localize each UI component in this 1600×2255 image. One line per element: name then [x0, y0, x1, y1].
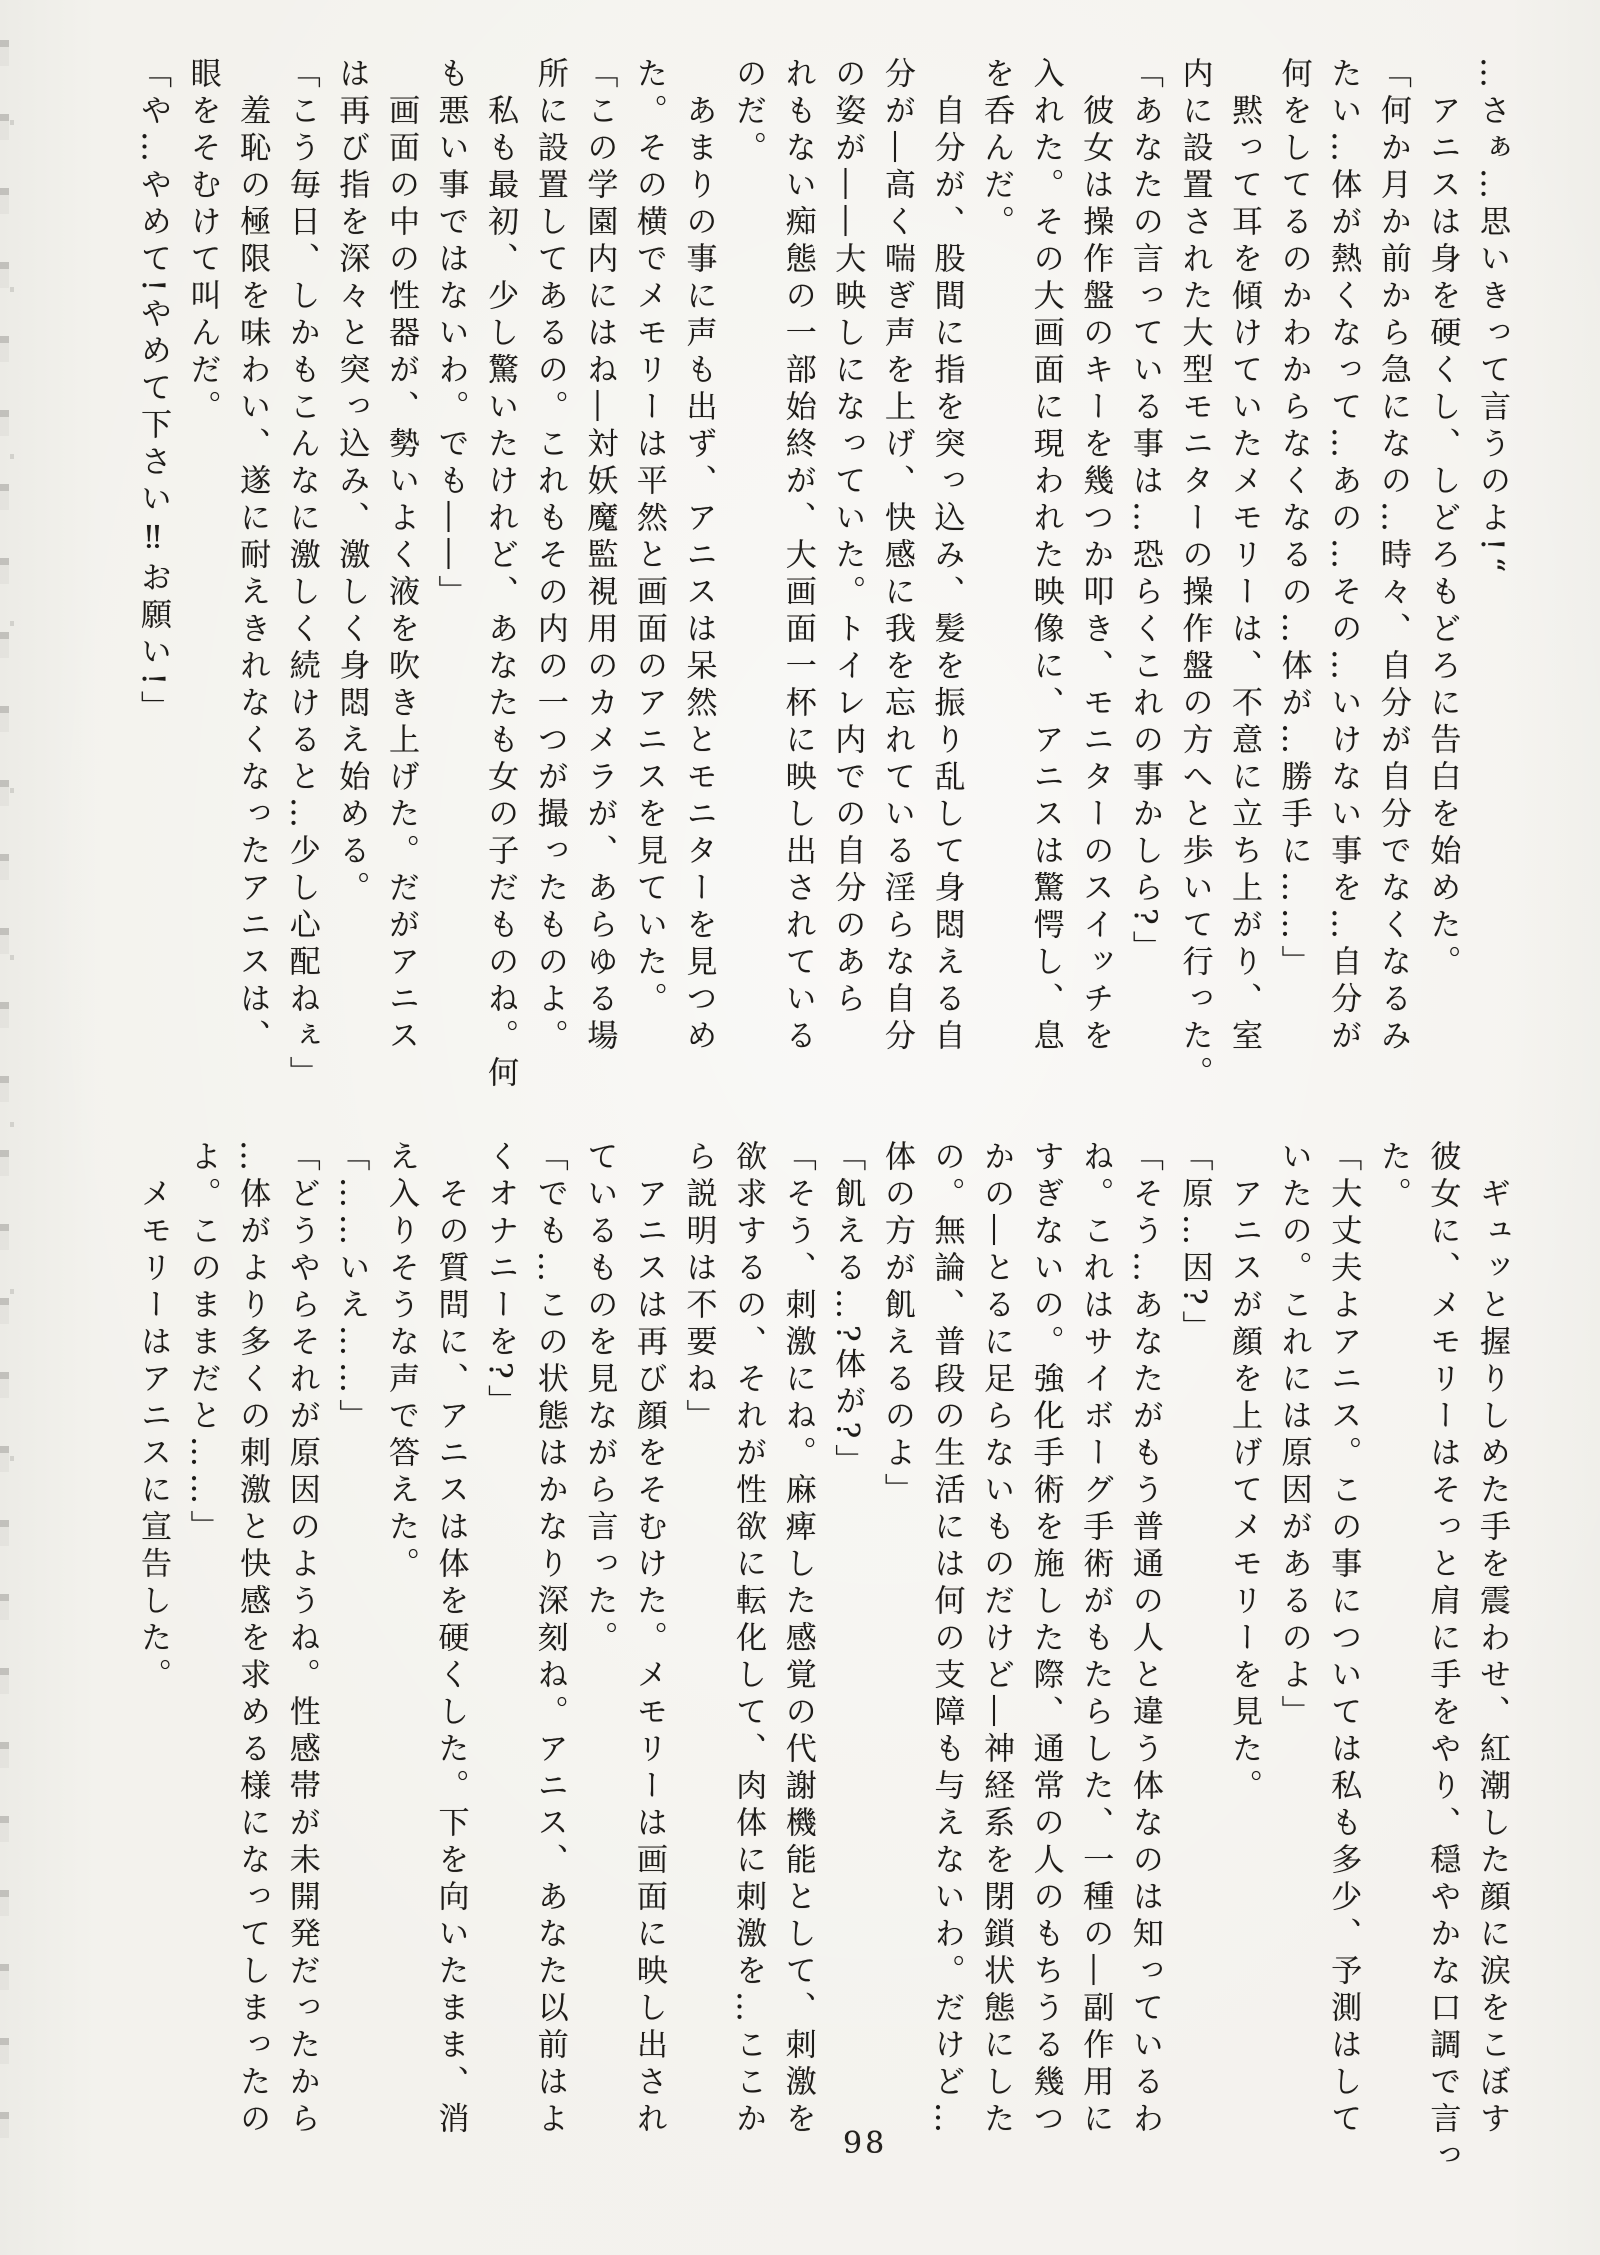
- text-column: 私も最初、少し驚いたけれど、あなたも女の子だものね。何: [482, 94, 519, 1093]
- text-column: くオナニーを?」: [482, 1140, 519, 1422]
- text-column: 「この学園内にはね―対妖魔監視用のカメラが、あらゆる場: [581, 57, 618, 1056]
- text-column: かの―とるに足らないものだけど―神経系を閉鎖状態にした: [978, 1140, 1015, 2139]
- text-column: は再び指を深々と突っ込み、激しく身悶え始める。: [333, 57, 370, 908]
- text-column: 「飢える…?体が?」: [829, 1140, 866, 1482]
- text-column: 「でも…この状態はかなり深刻ね。アニス、あなた以前はよ: [531, 1140, 568, 2139]
- text-column: ね。これはサイボーグ手術がもたらした、一種の―副作用に: [1077, 1140, 1114, 2139]
- text-column: 彼女に、メモリーはそっと肩に手をやり、穏やかな口調で言っ: [1424, 1140, 1461, 2176]
- text-column: え入りそうな声で答えた。: [382, 1140, 419, 1584]
- text-column: あまりの事に声も出ず、アニスは呆然とモニターを見つめ: [680, 94, 717, 1056]
- text-column: 「そう、刺激にね。麻痺した感覚の代謝機能として、刺激を: [779, 1140, 816, 2139]
- text-column: を呑んだ。: [978, 57, 1015, 242]
- text-column: …さぁ…思いきって言うのよ!“: [1474, 57, 1510, 579]
- text-column: 「……いえ……」: [333, 1140, 370, 1436]
- text-column: アニスが顔を上げてメモリーを見た。: [1226, 1177, 1263, 1806]
- text-column: た。: [1374, 1140, 1411, 1214]
- text-column: 画面の中の性器が、勢いよく液を吹き上げた。だがアニス: [382, 94, 419, 1056]
- text-column: 所に設置してあるの。これもその内の一つが撮ったものよ。: [531, 57, 568, 1056]
- text-column: 欲求するの、それが性欲に転化して、肉体に刺激を…ここか: [730, 1140, 767, 2139]
- text-column: アニスは再び顔をそむけた。メモリーは画面に映し出され: [630, 1177, 667, 2139]
- text-column: 何をしてるのかわからなくなるの…体が…勝手に……」: [1275, 57, 1312, 982]
- text-column: も悪い事ではないわ。でも――」: [432, 57, 469, 612]
- page-number: 98: [843, 2126, 888, 2161]
- text-column: 「原…因?」: [1176, 1140, 1213, 1348]
- text-block-lower: [127, 1140, 1516, 2182]
- text-column: 入れた。その大画面に現われた映像に、アニスは驚愕し、息: [1027, 57, 1064, 1056]
- text-column: 羞恥の極限を味わい、遂に耐えきれなくなったアニスは、: [234, 94, 271, 1056]
- scan-artifact-marks: [10, 120, 14, 1620]
- text-column: の。無論、普段の生活には何の支障も与えないわ。だけど…: [928, 1140, 965, 2139]
- text-column: 彼女は操作盤のキーを幾つか叩き、モニターのスイッチを: [1077, 94, 1114, 1056]
- text-column: ているものを見ながら言った。: [581, 1140, 618, 1658]
- text-column: の姿が――大映しになっていた。トイレ内での自分のあら: [829, 57, 866, 1019]
- text-column: 「何か月か前から急になの…時々、自分が自分でなくなるみ: [1374, 57, 1411, 1056]
- text-column: 「や…やめて!やめて下さい‼お願い!」: [134, 57, 171, 728]
- text-column: 自分が、股間に指を突っ込み、髪を振り乱して身悶える自: [928, 94, 965, 1056]
- scan-artifact-marks: [0, 40, 9, 2140]
- text-block-upper: [127, 57, 1516, 1103]
- text-column: のだ。: [730, 57, 767, 168]
- text-column: メモリーはアニスに宣告した。: [134, 1177, 171, 1695]
- text-column: ら説明は不要ね」: [680, 1140, 717, 1436]
- text-column: いたの。これには原因があるのよ」: [1275, 1140, 1312, 1732]
- text-column: 分が―高く喘ぎ声を上げ、快感に我を忘れている淫らな自分: [878, 57, 915, 1056]
- text-column: 黙って耳を傾けていたメモリーは、不意に立ち上がり、室: [1226, 94, 1263, 1056]
- text-column: たい…体が熱くなって…あの…その…いけない事を…自分が: [1325, 57, 1362, 1056]
- text-column: 「あなたの言っている事は…恐らくこれの事かしら?」: [1126, 57, 1163, 968]
- text-column: れもない痴態の一部始終が、大画面一杯に映し出されている: [779, 57, 816, 1056]
- text-column: その質問に、アニスは体を硬くした。下を向いたまま、消: [432, 1177, 469, 2139]
- text-column: 「大丈夫よアニス。この事については私も多少、予測はして: [1325, 1140, 1362, 2139]
- text-column: すぎないの。強化手術を施した際、通常の人のもちうる幾つ: [1027, 1140, 1064, 2139]
- text-column: アニスは身を硬くし、しどろもどろに告白を始めた。: [1424, 94, 1461, 982]
- text-column: 内に設置された大型モニターの操作盤の方へと歩いて行った。: [1176, 57, 1213, 1093]
- text-column: 体の方が飢えるのよ」: [878, 1140, 915, 1510]
- text-column: 「どうやらそれが原因のようね。性感帯が未開発だったから: [283, 1140, 320, 2139]
- text-column: 「そう…あなたがもう普通の人と違う体なのは知っているわ: [1126, 1140, 1163, 2139]
- text-column: …体がより多くの刺激と快感を求める様になってしまったの: [234, 1140, 271, 2139]
- text-column: た。その横でメモリーは平然と画面のアニスを見ていた。: [630, 57, 667, 1019]
- text-column: よ。このままだと……」: [184, 1140, 221, 1547]
- text-column: ギュッと握りしめた手を震わせ、紅潮した顔に涙をこぼす: [1474, 1177, 1510, 2139]
- text-column: 「こう毎日、しかもこんなに激しく続けると…少し心配ねぇ」: [283, 57, 320, 1093]
- text-column: 眼をそむけて叫んだ。: [184, 57, 221, 427]
